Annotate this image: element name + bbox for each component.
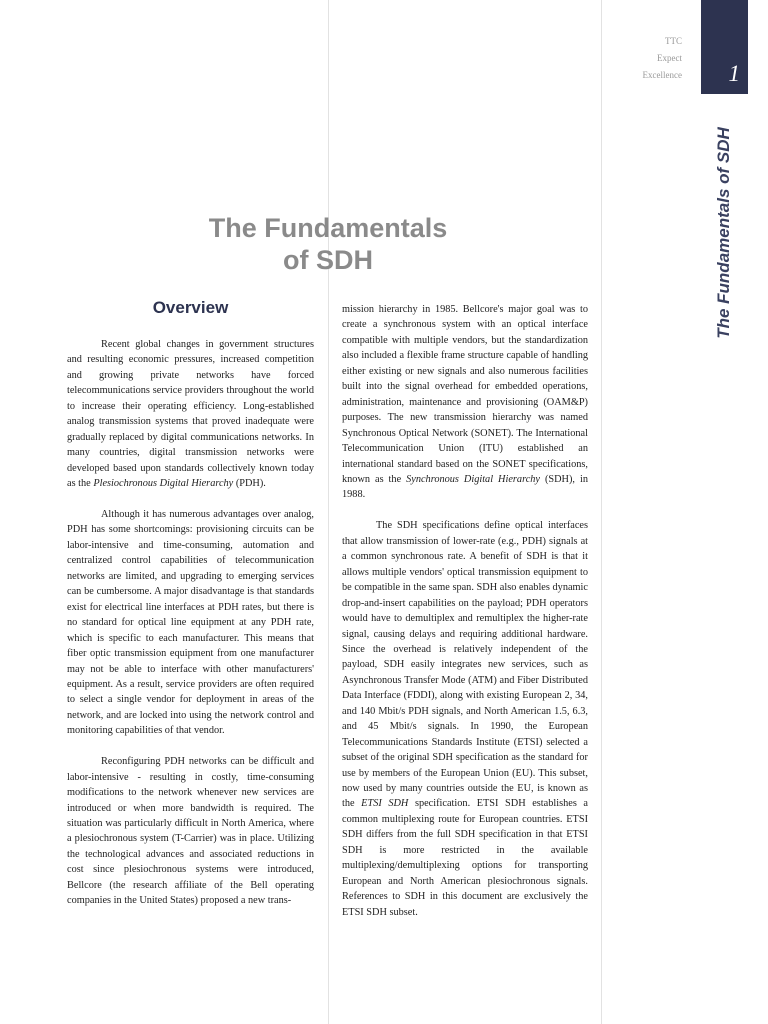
- text-column-right: [342, 302, 588, 936]
- chapter-tab: [701, 0, 748, 94]
- brand-tagline: [602, 33, 682, 84]
- page-title-line: The Fundamentals: [208, 213, 448, 243]
- emphasis: Synchronous Digital Hierarchy: [406, 473, 540, 485]
- chapter-number: 1: [728, 61, 740, 86]
- paragraph: Reconfiguring PDH networks can be difficult and labor-intensive - resulting in costly, time-consuming modifications to the network whenever new services are introduced or when more bandwidth is required. The situation was particularly difficult in North America, where a plesiochronous system (T-Carrier) was in place. Utilizing the technological advances and associated reductions in cost since plesiochronous systems were introduced, Bellcore (the research affiliate of the Bell operating companies in the United States) proposed a new trans-: [67, 756, 314, 907]
- emphasis: ETSI SDH: [361, 798, 409, 810]
- paragraph: The SDH specifications define optical interfaces that allow transmission of lower-rate (e.g., PDH) signals at a common synchronous rate. A benefit of SDH is that it allows multiple vendors' optical transmission equipment to be compatible in the same span. SDH also enables dynamic drop-and-insert capabilities on the payload; PDH operators would have to demultiplex and remultiplex the higher-rate signal, causing delays and requiring additional hardware. Since the overhead is relatively independent of the payload, SDH easily integrates new services, such as Asynchronous Transfer Mode (ATM) and Fiber Distributed Data Interface (FDDI), along with existing European 2, 34, and 140 Mbit/s PDH signals, and North American 1.5, 6.3, and 45 Mbit/s signals. In 1990, the European Telecommunications Standards Institute (ETSI) selected a subset of the original SDH specification as the standard for use by members of the European Union (EU). This subset, now used by many countries outside the EU, is known as the ETSI SDH specification. ETSI SDH establishes a common multiplexing route for European countries. ETSI SDH differs from the full SDH specification in that ETSI SDH is more restricted in the available multiplexing/demultiplexing options for transporting European and North American plesiochronous signals. References to SDH in this document are exclusively the ETSI SDH subset.: [342, 520, 588, 918]
- column-divider-left: [328, 0, 329, 1024]
- page-title: [195, 212, 461, 276]
- emphasis: Plesiochronous Digital Hierarchy: [93, 478, 234, 490]
- page-title-line: of SDH: [283, 245, 373, 275]
- text-column-left: [67, 337, 314, 924]
- paragraph: mission hierarchy in 1985. Bellcore's major goal was to create a synchronous system with an optical interface compatible with multiple vendors, but the standardization also included a flexible frame structure capable of handling either existing or new signals and also numerous facilities built into the signal overhead for embedded operations, administration, maintenance and provisioning (OAM&P) purposes. The new transmission hierarchy was named Synchronous Optical Network (SONET). The International Telecommunication Union (ITU) established an international standard based on the SONET specifications, known as the Synchronous Digital Hierarchy (SDH), in 1988.: [342, 304, 588, 501]
- brand-line: TTC: [665, 36, 682, 46]
- brand-line: Expect: [657, 53, 682, 63]
- paragraph: Recent global changes in government structures and resulting economic pressures, increased competition and growing private networks have forced telecommunications service providers throughout the world to increase their operating efficiency. Long-established analog transmission systems that proved inadequate were gradually replaced by digital communications networks. In many countries, digital transmission networks were developed based upon standards collectively known today as the Plesiochronous Digital Hierarchy (PDH).: [67, 339, 314, 490]
- section-heading-overview: Overview: [152, 298, 229, 317]
- brand-line: Excellence: [642, 70, 682, 80]
- column-divider-right: [601, 0, 602, 1024]
- paragraph: Although it has numerous advantages over analog, PDH has some shortcomings: provisioning circuits can be labor-intensive and time-consuming, automation and centralized control capabilities of telecommunication networks are limited, and upgrading to emerging services can be cumbersome. A major disadvantage is that standards exist for electrical line interfaces at PDH rates, but there is no standard for optical line equipment at any PDH rate, which is specific to each manufacturer. This means that fiber optic transmission equipment from one manufacturer may not be able to interface with other manufacturers' equipment. As a result, service providers are often required to select a single vendor for deployment in areas of the network, and are locked into using the network control and monitoring capabilities of that vendor.: [67, 508, 314, 737]
- side-running-title: The Fundamentals of SDH: [714, 127, 733, 339]
